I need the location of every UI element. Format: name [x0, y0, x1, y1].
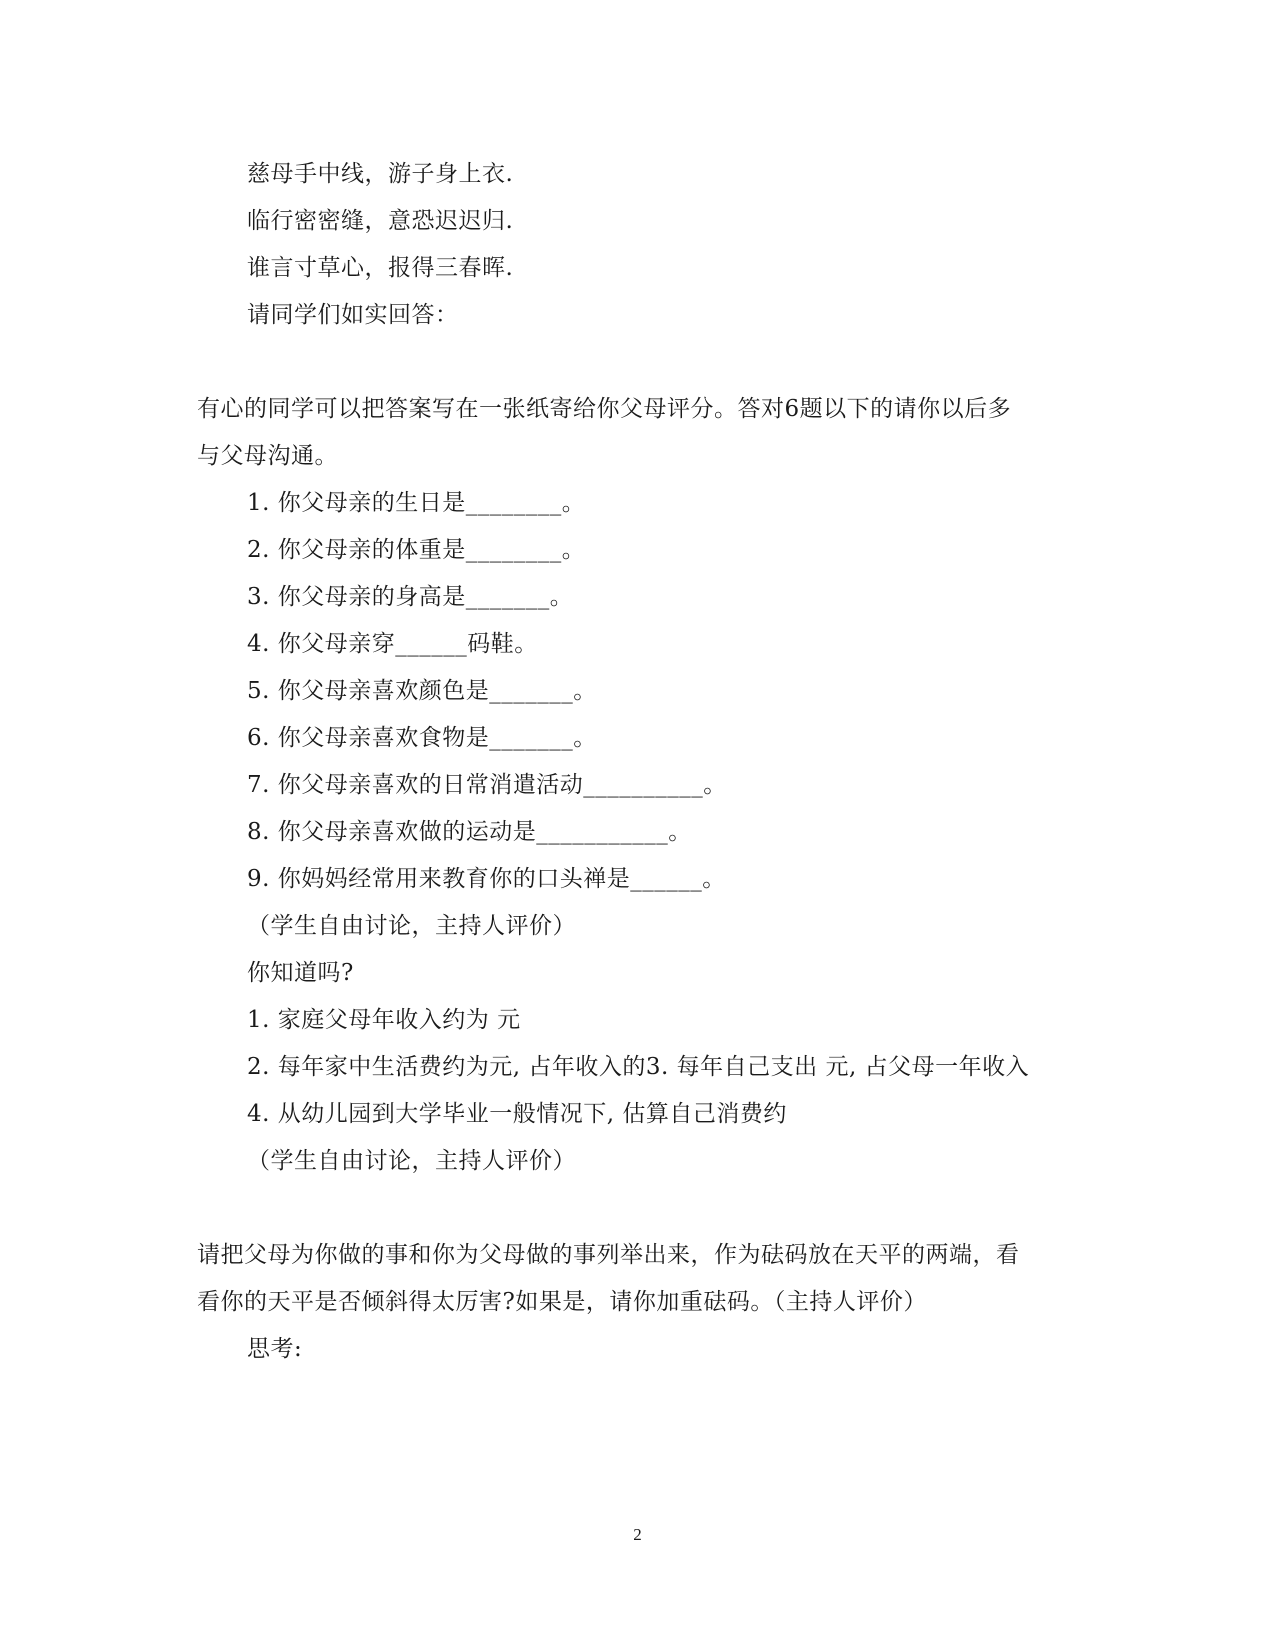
question-9: 9. 你妈妈经常用来教育你的口头禅是______。: [247, 866, 726, 892]
question-4: 4. 你父母亲穿______码鞋。: [247, 631, 538, 657]
fact-3: 4. 从幼儿园到大学毕业一般情况下, 估算自己消费约: [247, 1101, 787, 1127]
question-3: 3. 你父母亲的身高是_______。: [247, 584, 574, 610]
question-5: 5. 你父母亲喜欢颜色是_______。: [247, 678, 597, 704]
fact-1: 1. 家庭父母年收入约为 元: [247, 1007, 521, 1033]
poem-line-2: 临行密密缝，意恐迟迟归.: [247, 208, 514, 234]
question-6: 6. 你父母亲喜欢食物是_______。: [247, 725, 597, 751]
discussion-note-2: （学生自由讨论，主持人评价）: [247, 1148, 576, 1174]
intro-line-2: 与父母沟通。: [197, 443, 338, 469]
question-8: 8. 你父母亲喜欢做的运动是___________。: [247, 819, 692, 845]
do-you-know-heading: 你知道吗?: [247, 960, 354, 986]
intro-line-1: 有心的同学可以把答案写在一张纸寄给你父母评分。答对6题以下的请你以后多: [197, 396, 1012, 422]
fact-2: 2. 每年家中生活费约为元, 占年收入的3. 每年自己支出 元, 占父母一年收入: [247, 1054, 1030, 1080]
question-2: 2. 你父母亲的体重是________。: [247, 537, 586, 563]
question-7: 7. 你父母亲喜欢的日常消遣活动__________。: [247, 772, 727, 798]
discussion-note-1: （学生自由讨论，主持人评价）: [247, 913, 576, 939]
prompt-line: 请同学们如实回答：: [247, 302, 459, 328]
poem-line-3: 谁言寸草心，报得三春晖.: [247, 255, 514, 281]
question-1: 1. 你父母亲的生日是________。: [247, 490, 586, 516]
poem-line-1: 慈母手中线，游子身上衣.: [247, 161, 514, 187]
balance-line-2: 看你的天平是否倾斜得太厉害?如果是，请你加重砝码。（主持人评价）: [197, 1289, 927, 1315]
think-heading: 思考:: [247, 1336, 303, 1362]
page-number: 2: [633, 1525, 642, 1544]
balance-line-1: 请把父母为你做的事和你为父母做的事列举出来，作为砝码放在天平的两端，看: [197, 1242, 1020, 1268]
